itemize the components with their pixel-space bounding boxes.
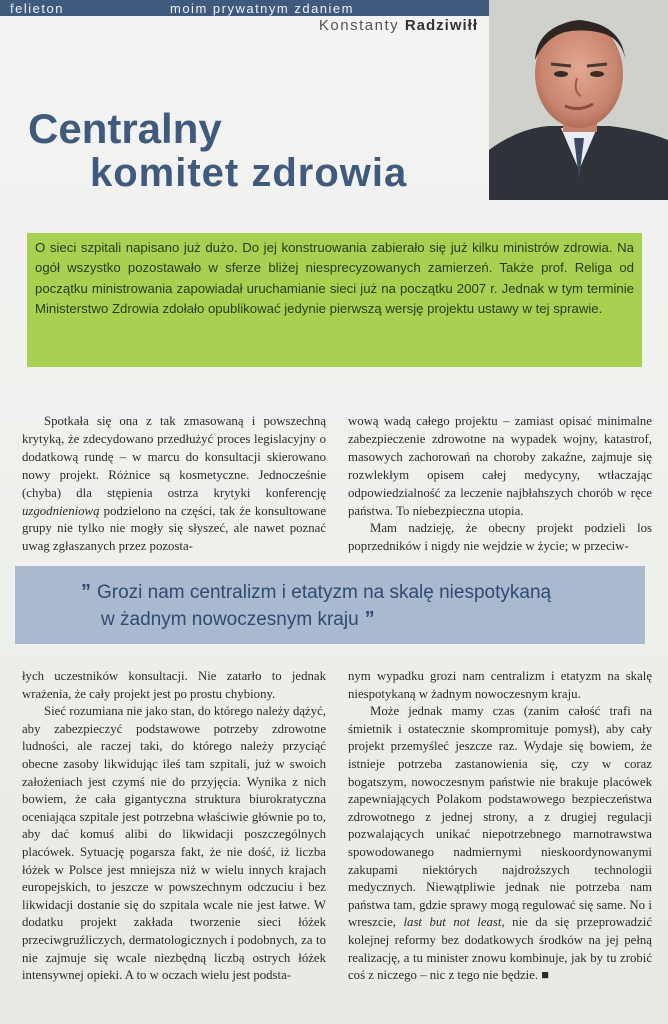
pull-quote-line-2: w żadnym nowoczesnym kraju — [101, 609, 359, 630]
lower-left-paragraph-2: Sieć rozumiana nie jako stan, do którego należy dążyć, aby zabezpieczyć podstawowe potrzeby zdrowotne ludności, ale raczej taki, do którego należy przyciąć obecne zasoby likwidując ileś tam szpitali, już w swoich założeniach jest czymś nie do przyjęcia. Wynika z nich bowiem, że cała gigantyczna struktura biurokratyczna oceniająca szpitale jest potrzebna właściwie głównie po to, aby dać komuś alibi do likwidacji poszczególnych placówek. Sytuację pogarsza fakt, że nie dość, iż liczba łóżek w Polsce jest mniejsza niż w wielu innych krajach europejskich, to jeszcze w powszechnym odczuciu i bez likwidacji dostanie się do szpitala wcale nie jest łatwe. W dodatku projekt zakłada tworzenie sieci łóżek przeciwgruźliczych, dermatologicznych i podobnych, za to nie zajmuje się wcale niezbędną liczbą ostrych łóżek intensywnej opieki. A to w oczach wielu jest podsta- — [22, 704, 326, 983]
author-portrait-image — [489, 0, 668, 200]
author-first-name: Konstanty — [318, 17, 400, 34]
header-bar — [0, 0, 490, 16]
upper-left-paragraph: Spotkała się ona z tak zmasowaną i powszechną krytyką, że zdecydowano przedłużyć proces legislacyjny o dodatkową rundę – w marcu do konsultacji skierowano nowy projekt. Różnice są kosmetyczne. Jednocześnie (chyba) dla stępienia ostrza krytyki konferencję uzgodnieniową podzielono na części, tak że konsultowane grupy nie tylko nie mogły się słyszeć, ale nawet poznać uwag zgłaszanych przez pozosta- — [22, 414, 326, 554]
lower-right-paragraph-1: nym wypadku grozi nam centralizm i etatyzm na skalę niespotykaną w żadnym nowoczesnym kraju. — [348, 669, 652, 701]
lower-columns — [22, 668, 652, 985]
lead-paragraph: O sieci szpitali napisano już dużo. Do jej konstruowania zabierało się już kilku ministrów zdrowia. Na ogół wszystko pozostawało w sferze bliżej niesprecyzowanych zamierzeń. Także prof. Religa od początku ministrowania zapowiadał uruchamianie sieci już na początku 2007 r. Jednak w tym terminie Ministerstwo Zdrowia zdołało opublikować jedynie pierwszą wersję projektu ustawy w tej sprawie. — [27, 233, 642, 367]
lower-left-column — [22, 668, 326, 985]
pull-quote — [15, 566, 645, 644]
emphasis-text: uzgodnieniową — [22, 503, 100, 518]
upper-right-column — [348, 413, 652, 556]
author-photo — [489, 0, 668, 200]
upper-left-column — [22, 413, 326, 556]
quote-close-mark: ” — [364, 608, 375, 630]
upper-right-paragraph-2: Mam nadzieję, że obecny projekt podzieli los poprzedników i nigdy nie wejdzie w życie; w przeciw- — [348, 521, 652, 554]
section-label: felieton — [10, 0, 64, 16]
quote-open-mark: ” — [81, 581, 91, 603]
upper-columns — [22, 413, 652, 556]
column-label: moim prywatnym zdaniem — [170, 0, 354, 16]
author-byline — [319, 17, 478, 34]
lower-right-column — [348, 668, 652, 985]
lower-right-paragraph-2: Może jednak mamy czas (zanim całość trafi na śmietnik i ostatecznie skompromituje pomysł), aby cały projekt przemyśleć jeszcze raz. Wydaje się bowiem, że istnieje potrzeba zastanowienia się, czy w coraz bogatszym, nowoczesnym państwie nie brakuje placówek zapewniających Polakom podstawowego bezpieczeństwa zdrowotnego z jednej strony, a z drugiej regulacji pozwalających unikać niepotrzebnego marnotrawstwa spowodowanego nadmiernymi nieskoordynowanymi zakupami niektórych najdroższych technologii medycznych. Niewątpliwie jednak nie potrzeba nam państwa tam, gdzie sprawy mogą regulować się same. No i wreszcie, last but not least, nie da się przeprowadzić kolejnej reformy bez dodatkowych środków na jej pełną realizację, a tu minister znowu kombinuje, jak by tu zrobić coś z niczego – nic z tego nie będzie. ■ — [348, 704, 652, 983]
emphasis-text: last but not least — [403, 915, 502, 930]
article-title — [28, 105, 408, 195]
author-last-name: Radziwiłł — [404, 17, 478, 34]
lower-left-paragraph-1: łych uczestników konsultacji. Nie zatarło to jednak wrażenia, że cały projekt jest po prostu chybiony. — [22, 669, 326, 701]
title-line-1: Centralny — [28, 105, 222, 152]
title-line-2: komitet zdrowia — [90, 151, 408, 195]
upper-right-paragraph-1: wową wadą całego projektu – zamiast opisać minimalne zabezpieczenie zdrowotne na wypadek wojny, katastrof, masowych zachorowań na choroby zakaźne, zajmuje się rozwlekłym opisem całej medycyny, wtłaczając odpowiedzialność za leczenie najbłahszych chorób w ręce państwa. To niebezpieczna utopia. — [348, 414, 652, 518]
pull-quote-line-1: Grozi nam centralizm i etatyzm na skalę niespotykaną — [97, 582, 552, 603]
